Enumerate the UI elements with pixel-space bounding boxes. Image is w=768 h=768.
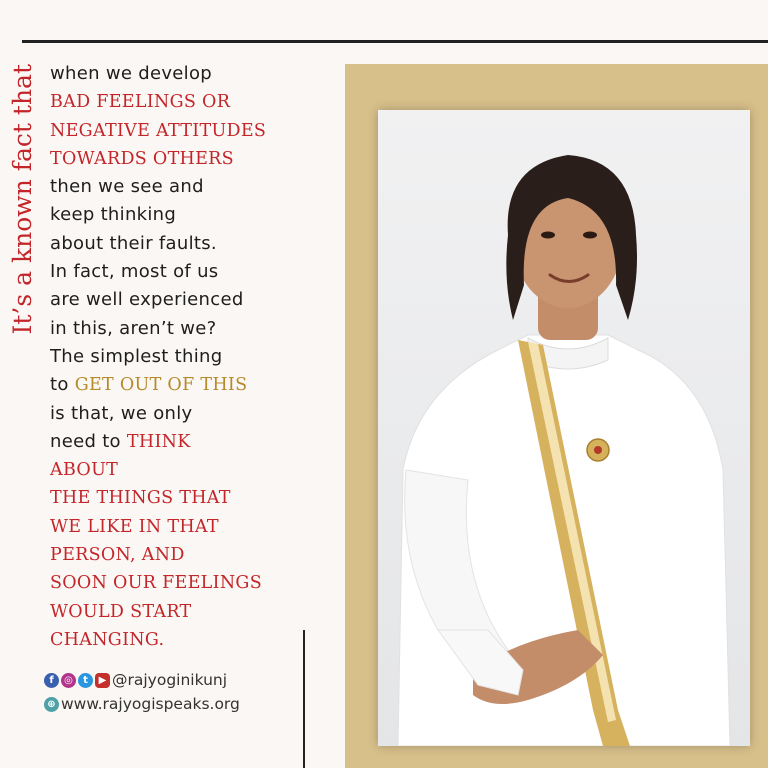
top-divider bbox=[22, 40, 768, 43]
quote-line: WOULD START bbox=[50, 601, 192, 622]
quote-line: TOWARDS OTHERS bbox=[50, 148, 234, 169]
quote-line bbox=[50, 428, 330, 456]
quote-fragment: need to bbox=[50, 430, 127, 452]
quote-line: ABOUT bbox=[50, 460, 119, 481]
quote-line: are well experienced bbox=[50, 289, 244, 311]
social-divider bbox=[303, 630, 305, 768]
website-row[interactable] bbox=[44, 692, 240, 716]
quote-line: about their faults. bbox=[50, 232, 217, 254]
globe-icon: ⊕ bbox=[44, 697, 59, 712]
quote-line: then we see and bbox=[50, 176, 204, 198]
social-links bbox=[44, 668, 240, 716]
facebook-icon[interactable]: f bbox=[44, 673, 59, 688]
quote-line: is that, we only bbox=[50, 402, 193, 424]
quote-line: The simplest thing bbox=[50, 345, 223, 367]
speaker-illustration bbox=[378, 110, 750, 746]
quote-highlight: THINK bbox=[126, 431, 191, 452]
quote-line: NEGATIVE ATTITUDES bbox=[50, 120, 267, 141]
social-handle[interactable]: @rajyoginikunj bbox=[112, 671, 228, 689]
quote-line: PERSON, AND bbox=[50, 545, 185, 566]
quote-text bbox=[50, 60, 330, 654]
vertical-title: It’s a known fact that bbox=[8, 64, 37, 335]
quote-highlight: GET OUT OF THIS bbox=[74, 375, 248, 396]
quote-line: In fact, most of us bbox=[50, 261, 219, 283]
instagram-icon[interactable]: ◎ bbox=[61, 673, 76, 688]
twitter-icon[interactable]: t bbox=[78, 673, 93, 688]
quote-line: in this, aren’t we? bbox=[50, 317, 217, 339]
youtube-icon[interactable]: ▶ bbox=[95, 673, 110, 688]
quote-line: CHANGING. bbox=[50, 629, 165, 650]
quote-line: keep thinking bbox=[50, 204, 177, 226]
quote-fragment: to bbox=[50, 374, 75, 396]
quote-line: when we develop bbox=[50, 63, 213, 84]
social-handle-row[interactable] bbox=[44, 668, 240, 692]
quote-line: THE THINGS THAT bbox=[50, 488, 231, 509]
quote-line: SOON OUR FEELINGS bbox=[50, 573, 262, 594]
quote-line: WE LIKE IN THAT bbox=[50, 516, 219, 537]
quote-line bbox=[50, 371, 330, 399]
speaker-photo bbox=[378, 110, 750, 746]
quote-line: BAD FEELINGS OR bbox=[50, 92, 231, 113]
website-link[interactable]: www.rajyogispeaks.org bbox=[61, 695, 240, 713]
